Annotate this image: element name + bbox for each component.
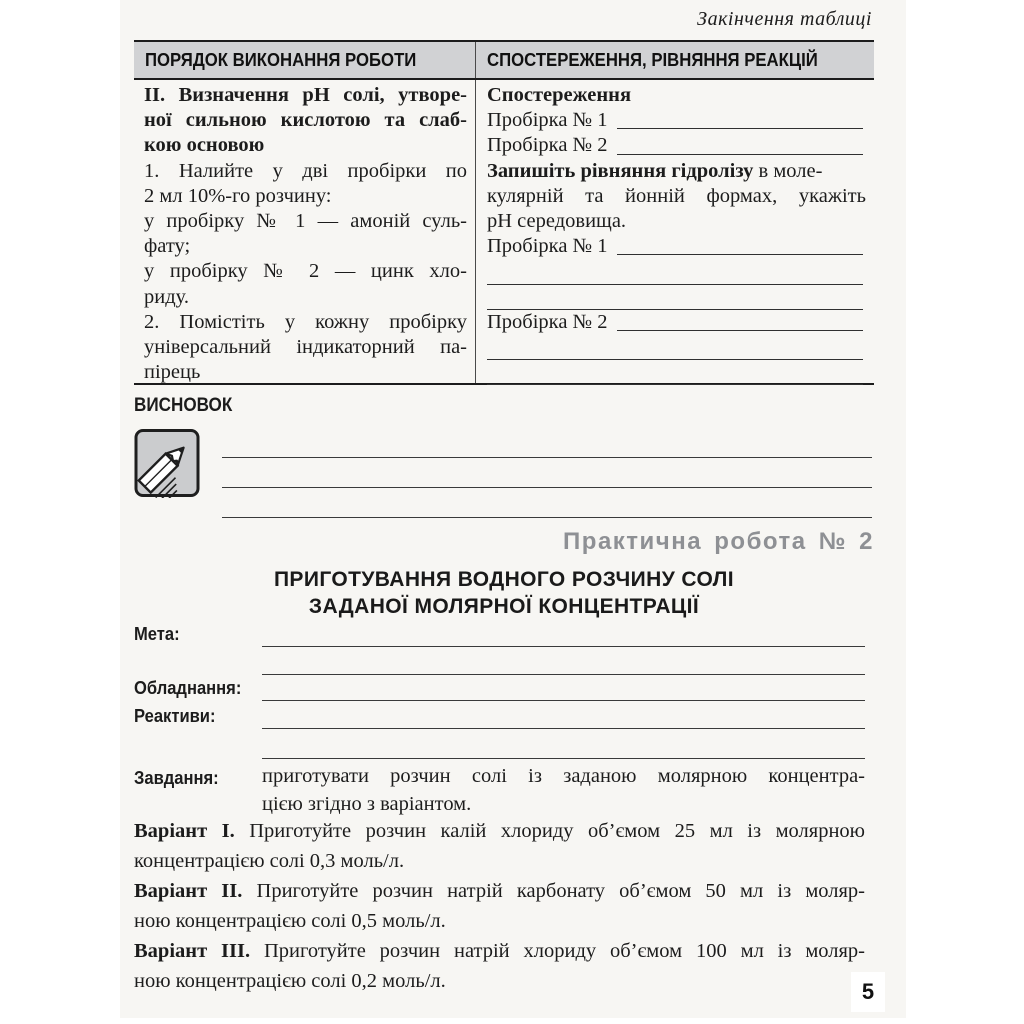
conclusion-heading: ВИСНОВОК: [134, 395, 233, 416]
lab-table-header-observations: СПОСТЕРЕЖЕННЯ, РІВНЯННЯ РЕАКЦІЙ: [475, 42, 874, 78]
blank-write-line: [487, 360, 863, 385]
procedure-line: ІІ. Визначення pH солі, утворе-: [144, 84, 467, 106]
blank-write-line: [617, 330, 864, 331]
conclusion-write-area: [222, 428, 872, 518]
blank-write-line: [487, 335, 863, 360]
procedure-line: кою основою: [144, 134, 265, 157]
variant-3-label: Варіант ІІІ.: [134, 940, 251, 962]
procedure-line: 2. Помістіть у кожну пробірку: [144, 310, 467, 333]
blank-write-line: [487, 285, 863, 310]
workbook-page: [120, 0, 906, 1018]
tube1-label: Пробірка № 1: [487, 109, 608, 132]
tube2-label: Пробірка № 2: [487, 310, 608, 333]
blank-write-line: [222, 488, 872, 518]
blank-write-line: [262, 728, 865, 729]
blank-write-line: [617, 154, 864, 155]
blank-write-line: [262, 674, 865, 675]
procedure-line: ної сильною кислотою та слаб-: [144, 109, 467, 132]
blank-write-line: [262, 758, 865, 759]
procedure-line: фату;: [144, 235, 191, 258]
lab-table-header-procedure: ПОРЯДОК ВИКОНАННЯ РОБОТИ: [145, 49, 417, 70]
procedure-line: 2 мл 10%-го розчину:: [144, 184, 332, 207]
procedure-line: у пробірку № 2 — цинк хло-: [144, 260, 467, 283]
procedure-line: пірець: [144, 361, 201, 384]
lab-table-body-row: [134, 80, 874, 383]
variant-2-label: Варіант ІІ.: [134, 880, 243, 902]
practical-work-title: ПРИГОТУВАННЯ ВОДНОГО РОЗЧИНУ СОЛІ ЗАДАНОЇ МОЛЯРНОЇ КОНЦЕНТРАЦІЇ: [273, 568, 735, 618]
blank-write-line: [222, 428, 872, 458]
variant-3: Варіант ІІІ. Приготуйте розчин натрій хлориду об’ємом 100 мл із моляр- ною концентрацією солі 0,2 моль/л.: [134, 940, 866, 992]
table-continuation-caption: Закінчення таблиці: [697, 8, 872, 30]
procedure-line: універсальний індикаторний па-: [144, 336, 467, 359]
field-label-equipment: Обладнання:: [134, 678, 242, 698]
page-number: 5: [861, 979, 875, 1004]
equation-instruction-line: кулярній та йонній формах, укажіть: [487, 184, 866, 207]
blank-write-line: [262, 646, 865, 647]
lab-table-header-row: [134, 42, 874, 80]
procedure-line: у пробірку № 1 — амоній суль-: [144, 210, 467, 233]
field-label-meta: Мета:: [134, 624, 180, 644]
tube1-label: Пробірка № 1: [487, 235, 608, 258]
variant-1: Варіант І. Приготуйте розчин калій хлориду об’ємом 25 мл із молярною концентрацією солі 0,3 моль/л.: [134, 820, 865, 872]
observations-title: Спостереження: [487, 84, 632, 106]
equation-instruction-line: Запишіть рівняння гідролізу в моле-: [487, 159, 823, 182]
blank-write-line: [617, 254, 864, 255]
tube2-label: Пробірка № 2: [487, 134, 608, 157]
blank-write-line: [262, 700, 865, 701]
field-label-reagents: Реактиви:: [134, 706, 216, 726]
procedure-line: 1. Налийте у дві пробірки по: [144, 159, 467, 182]
pencil-icon: [134, 428, 200, 498]
variant-1-label: Варіант І.: [134, 820, 235, 842]
lab-table: [134, 40, 874, 385]
tube1-writein-row: [487, 108, 866, 133]
procedure-line: риду.: [144, 285, 189, 308]
practical-work-heading: Практична робота № 2: [563, 528, 874, 555]
tube2-equation-row: [487, 310, 866, 335]
variants-block: [134, 816, 865, 996]
blank-write-line: [617, 128, 864, 129]
field-label-task: Завдання:: [134, 768, 219, 788]
observations-cell: [475, 80, 874, 383]
blank-write-line: [487, 259, 863, 284]
page-number-box: [851, 972, 885, 1012]
task-text: приготувати розчин солі із заданою молярною концентра- цією згідно з варіантом.: [262, 765, 865, 815]
procedure-cell: [134, 80, 475, 383]
blank-write-line: [222, 458, 872, 488]
variant-2: Варіант ІІ. Приготуйте розчин натрій карбонату об’ємом 50 мл із моляр- ною концентрацією солі 0,5 моль/л.: [134, 880, 866, 932]
tube2-writein-row: [487, 133, 866, 158]
tube1-equation-row: [487, 234, 866, 259]
equation-instruction-line: pH середовища.: [487, 209, 627, 232]
